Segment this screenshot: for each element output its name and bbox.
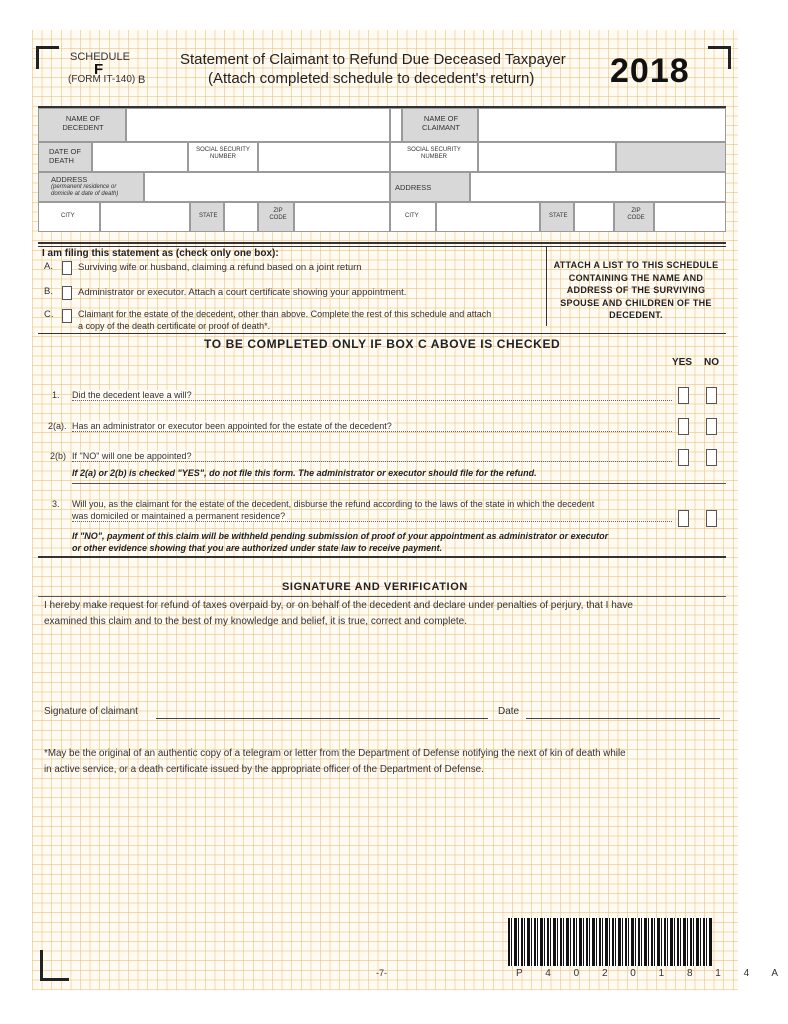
date-line[interactable] (526, 718, 720, 719)
ssn2-shaded (616, 142, 726, 172)
tax-year: 2018 (610, 52, 690, 90)
q3-no-box[interactable] (706, 510, 717, 527)
corner-mark-top-right (708, 46, 731, 69)
filing-divider-vertical (546, 246, 547, 326)
city2-label-cell: CITY (390, 202, 436, 232)
no-column-label: NO (704, 357, 719, 368)
q3-text-1: Will you, as the claimant for the estate of the decedent, disburse the refund according to the laws of the state in which the decedent (72, 499, 595, 509)
form-title: Statement of Claimant to Refund Due Deceased Taxpayer (180, 51, 566, 68)
signature-heading-rule (38, 596, 726, 597)
city2-input[interactable] (436, 202, 540, 232)
filing-divider (38, 246, 726, 247)
footnote-line-2: in active service, or a death certificate issued by the appropriate officer of the Department of Defense. (44, 764, 484, 775)
option-a-text: Surviving wife or husband, claiming a refund based on a joint return (78, 262, 362, 273)
declaration-line-1: I hereby make request for refund of taxes overpaid by, or on behalf of the decedent and declare under penalties of perjury, that I have (44, 600, 633, 611)
q2a-no-box[interactable] (706, 418, 717, 435)
q3-yes-box[interactable] (678, 510, 689, 527)
name-claimant-label: NAME OF CLAIMANT (402, 108, 478, 142)
footnote-line-1: *May be the original of an authentic copy of a telegram or letter from the Department of Defense notifying the next of kin of death while (44, 748, 626, 759)
q3-note-1: If "NO", payment of this claim will be withheld pending submission of proof of your appointment as administrator or executor (72, 531, 609, 541)
q3-number: 3. (52, 499, 60, 509)
q1-no-box[interactable] (706, 387, 717, 404)
box-c-bottom-divider (38, 556, 726, 558)
zip2-label: ZIP CODE (614, 202, 654, 232)
option-c-text-2: a copy of the death certificate or proof of death*. (78, 321, 271, 331)
barcode (508, 918, 712, 966)
q1-number: 1. (52, 390, 60, 400)
address-label: ADDRESS (permanent residence or domicile at date of death) (38, 172, 144, 202)
option-c-checkbox[interactable] (62, 309, 72, 323)
ssn-label-cell: SOCIAL SECURITY NUMBER (188, 142, 258, 172)
signature-line[interactable] (156, 718, 488, 719)
date-label: Date (498, 706, 520, 717)
option-c-text-1: Claimant for the estate of the decedent, other than above. Complete the rest of this schedule and attach (78, 309, 492, 319)
ssn2-input[interactable] (478, 142, 616, 172)
page-number: -7- (376, 968, 387, 978)
zip-label: ZIP CODE (258, 202, 294, 232)
state2-label: STATE (540, 202, 574, 232)
name-claimant-input-2[interactable] (478, 108, 726, 142)
option-b-checkbox[interactable] (62, 286, 72, 300)
attach-list-note: ATTACH A LIST TO THIS SCHEDULE CONTAINING THE NAME AND ADDRESS OF THE SURVIVING SPOUSE AND CHILDREN OF THE DECEDENT. (553, 260, 719, 320)
yes-column-label: YES (672, 357, 693, 368)
state-input[interactable] (224, 202, 258, 232)
date-death-input[interactable] (92, 142, 188, 172)
schedule-letter: F (94, 61, 104, 78)
q2a-text: Has an administrator or executor been appointed for the estate of the decedent? (72, 421, 392, 431)
q3-text-2: was domiciled or maintained a permanent residence? (72, 511, 286, 521)
form-suffix: B (138, 74, 146, 86)
form-subtitle: (Attach completed schedule to decedent's return) (208, 70, 535, 87)
barcode-text: P 4 0 2 0 1 8 1 4 A (516, 968, 788, 979)
box-c-divider (38, 333, 726, 334)
box-c-heading: TO BE COMPLETED ONLY IF BOX C ABOVE IS CHECKED (204, 337, 561, 351)
date-death-label: DATE OF DEATH (38, 142, 92, 172)
q2b-no-box[interactable] (706, 449, 717, 466)
q1-yes-box[interactable] (678, 387, 689, 404)
option-c-letter: C. (44, 309, 54, 320)
form-number: (FORM IT-140) (68, 74, 136, 85)
ssn2-label-cell: SOCIAL SECURITY NUMBER (390, 142, 478, 172)
q2a-dotted-line (72, 431, 672, 432)
name-claimant-input[interactable] (390, 108, 402, 142)
q2b-yes-box[interactable] (678, 449, 689, 466)
q3-note-2: or other evidence showing that you are authorized under state law to receive payment. (72, 543, 443, 553)
q3-dotted-line (72, 521, 672, 522)
signature-heading: SIGNATURE AND VERIFICATION (282, 581, 468, 593)
q2b-text: If "NO" will one be appointed? (72, 451, 192, 461)
option-a-letter: A. (44, 261, 53, 272)
city-label-cell: CITY (38, 202, 100, 232)
option-a-checkbox[interactable] (62, 261, 72, 275)
city-input[interactable] (100, 202, 190, 232)
declaration-line-2: examined this claim and to the best of my knowledge and belief, it is true, correct and complete. (44, 616, 467, 627)
q2b-number: 2(b) (50, 451, 67, 461)
corner-mark-top-left (36, 46, 59, 69)
q2a-yes-box[interactable] (678, 418, 689, 435)
q2b-dotted-line (72, 461, 672, 462)
address2-label: ADDRESS (390, 172, 470, 202)
schedule-label: SCHEDULE (70, 51, 130, 63)
address2-input[interactable] (470, 172, 726, 202)
name-decedent-label: NAME OF DECEDENT (38, 108, 126, 142)
name-decedent-input[interactable] (126, 108, 390, 142)
option-b-letter: B. (44, 286, 53, 297)
corner-mark-bottom-left (40, 950, 69, 981)
state2-input[interactable] (574, 202, 614, 232)
option-b-text: Administrator or executor. Attach a court certificate showing your appointment. (78, 287, 407, 298)
filing-heading: I am filing this statement as (check only one box): (42, 248, 279, 259)
ssn-input[interactable] (258, 142, 390, 172)
address-input[interactable] (144, 172, 390, 202)
q1-text: Did the decedent leave a will? (72, 390, 192, 400)
zip2-input[interactable] (654, 202, 726, 232)
form-page (32, 30, 788, 990)
q2-note-divider (72, 483, 726, 484)
state-label: STATE (190, 202, 224, 232)
zip-input[interactable] (294, 202, 390, 232)
q1-dotted-line (72, 400, 672, 401)
q2-note: If 2(a) or 2(b) is checked "YES", do not file this form. The administrator or executor should file for the refund. (72, 468, 537, 478)
q2a-number: 2(a). (48, 421, 67, 431)
signature-label: Signature of claimant (44, 706, 138, 717)
